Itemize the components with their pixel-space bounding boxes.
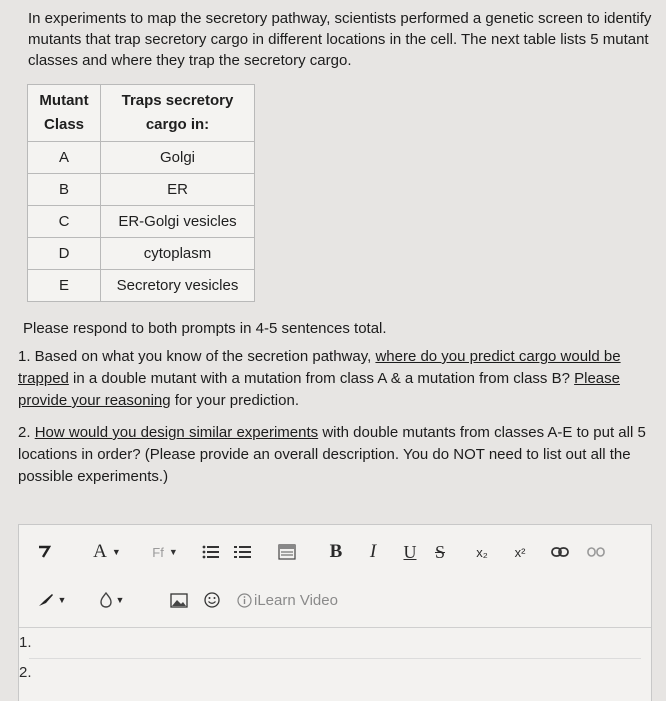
location-cell: Golgi xyxy=(101,142,255,174)
line-number: 1. xyxy=(19,634,32,651)
table-row xyxy=(28,238,255,270)
header-mutant-class xyxy=(28,85,101,142)
location-cell: ER-Golgi vesicles xyxy=(101,206,255,238)
prompts-section xyxy=(18,318,650,488)
font-size-button[interactable] xyxy=(85,539,129,565)
ilearn-video-label: iLearn Video xyxy=(254,591,338,609)
chevron-down-icon: ▼ xyxy=(168,547,178,557)
font-family-button[interactable] xyxy=(143,539,187,565)
mutant-table xyxy=(27,84,255,302)
header-loc-line1: Traps secretory xyxy=(121,92,234,109)
prompt-lead: Please respond to both prompts in 4-5 sentences total. xyxy=(23,320,387,337)
chevron-down-icon: ▼ xyxy=(115,595,125,605)
q1-text-c: for your prediction. xyxy=(170,392,299,409)
class-cell: E xyxy=(28,270,101,302)
link-icon[interactable] xyxy=(548,539,572,565)
header-class-line2: Class xyxy=(43,116,85,133)
subscript-button[interactable]: x₂ xyxy=(476,544,488,560)
text-color-button[interactable] xyxy=(33,587,71,613)
paragraph-style-icon[interactable] xyxy=(33,539,55,565)
superscript-button[interactable]: x² xyxy=(514,544,526,560)
table-header-row xyxy=(28,85,255,142)
header-traps-cargo xyxy=(101,85,255,142)
brush-icon xyxy=(38,593,54,607)
location-cell: cytoplasm xyxy=(101,238,255,270)
italic-button[interactable]: I xyxy=(369,541,377,562)
editor-content[interactable] xyxy=(19,628,651,688)
editor-toolbar xyxy=(19,525,651,628)
editor-line[interactable] xyxy=(19,658,651,688)
q2-text-b: with double mutants from classes A-E to put all 5 locations in order? (Please provide an overall description. You do NOT need to list out all the possible experiments.) xyxy=(18,424,646,485)
q1-underline-1: where do you predict cargo would be trapped xyxy=(18,348,621,387)
underline-button[interactable]: U xyxy=(403,541,417,562)
class-cell: B xyxy=(28,174,101,206)
location-cell: ER xyxy=(101,174,255,206)
table-row xyxy=(28,142,255,174)
class-cell: A xyxy=(28,142,101,174)
rich-text-editor[interactable] xyxy=(18,524,652,701)
editor-line[interactable] xyxy=(19,628,651,658)
class-cell: C xyxy=(28,206,101,238)
image-icon[interactable] xyxy=(167,587,191,613)
location-cell: Secretory vesicles xyxy=(101,270,255,302)
line-number: 2. xyxy=(19,664,32,681)
ilearn-video-button[interactable] xyxy=(237,587,357,613)
bold-button[interactable]: B xyxy=(329,541,343,562)
emoji-icon[interactable] xyxy=(200,587,224,613)
highlight-color-button[interactable] xyxy=(93,587,131,613)
info-icon xyxy=(237,593,252,608)
numbered-list-icon[interactable] xyxy=(231,539,255,565)
header-loc-line2: cargo in: xyxy=(145,116,210,133)
question-1 xyxy=(18,346,650,412)
font-family-label: Ff xyxy=(152,544,164,560)
q1-underline-2: Please provide your reasoning xyxy=(18,370,620,409)
q1-text-a: 1. Based on what you know of the secretion pathway, xyxy=(18,348,376,365)
header-class-line1: Mutant xyxy=(39,92,89,109)
question-2 xyxy=(18,422,650,488)
class-cell: D xyxy=(28,238,101,270)
table-row xyxy=(28,174,255,206)
q2-underline-1: How would you design similar experiments xyxy=(34,424,319,441)
chevron-down-icon: ▼ xyxy=(111,547,121,557)
chevron-down-icon: ▼ xyxy=(57,595,67,605)
strikethrough-button[interactable]: S xyxy=(434,541,445,562)
q1-text-b: in a double mutant with a mutation from class A & a mutation from class B? xyxy=(68,370,575,387)
table-insert-icon[interactable] xyxy=(275,539,299,565)
table-row xyxy=(28,206,255,238)
intro-paragraph: In experiments to map the secretory pathway, scientists performed a genetic screen to identify mutants that trap secretory cargo in different locations in the cell. The next table lists 5 mutant classes and where they trap the secretory cargo. xyxy=(28,10,652,69)
unlink-icon[interactable] xyxy=(584,539,608,565)
bullet-list-icon[interactable] xyxy=(199,539,223,565)
table-row xyxy=(28,270,255,302)
paint-drop-icon xyxy=(100,592,112,608)
q2-text-a: 2. xyxy=(18,424,35,441)
font-size-label: A xyxy=(93,541,107,562)
